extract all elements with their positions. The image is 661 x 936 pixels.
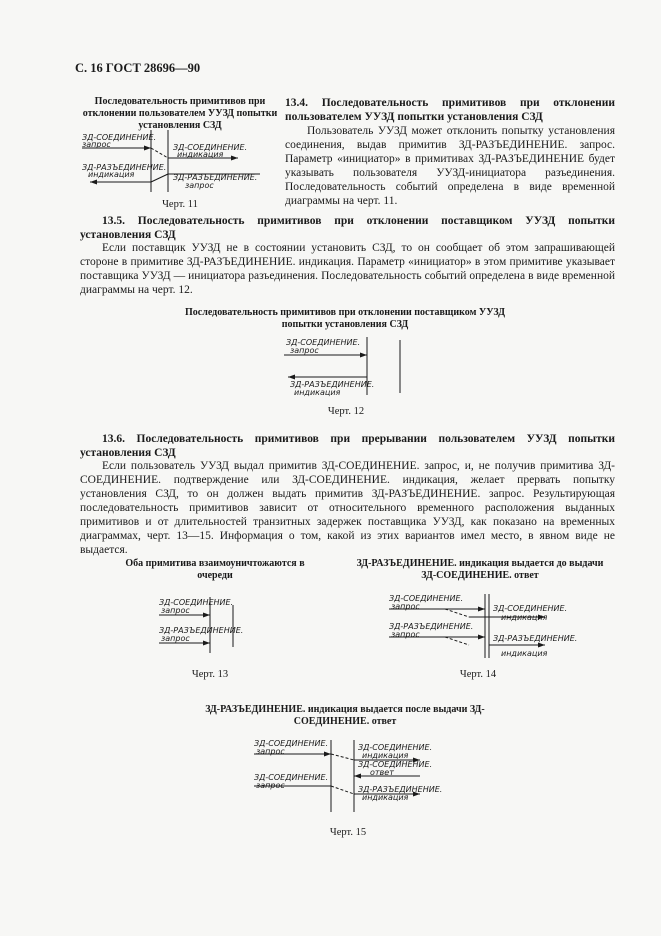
fig15-caption: ЗД-РАЗЪЕДИНЕНИЕ. индикация выдается после выдачи ЗД-СОЕДИНЕНИЕ. ответ (205, 704, 485, 727)
fig14-caption: ЗД-РАЗЪЕДИНЕНИЕ. индикация выдается до выдачи ЗД-СОЕДИНЕНИЕ. ответ (356, 558, 604, 581)
fig11-caption: Последовательность примитивов при отклонении пользователем УУЗД попытки установления СЗД (82, 96, 278, 131)
section-13-5-title: 13.5. Последовательность примитивов при отклонении поставщиком УУЗД попытки установления СЗД (80, 215, 615, 241)
fig15-l2a: ЗД-СОЕДИНЕНИЕ. (254, 773, 329, 782)
section-13-6-title: 13.6. Последовательность примитивов при прерывании пользователем УУЗД попытки установления СЗД (80, 433, 615, 459)
fig11-r2a: ЗД-РАЗЪЕДИНЕНИЕ. (173, 173, 258, 182)
fig11-r2b: запрос (185, 181, 214, 190)
fig14-l1a: ЗД-СОЕДИНЕНИЕ. (389, 594, 464, 603)
fig13-caption: Оба примитива взаимоуничтожаются в очереди (125, 558, 305, 581)
fig13-label: Черт. 13 (191, 669, 229, 680)
fig13-l2b: запрос (161, 634, 190, 643)
fig11-label: Черт. 11 (162, 199, 198, 210)
fig11-l1b: запрос (82, 140, 111, 149)
fig12-diagram (280, 335, 420, 400)
fig12-label: Черт. 12 (327, 406, 365, 417)
fig14-r2a: ЗД-РАЗЪЕДИНЕНИЕ. (493, 634, 578, 643)
fig11-l1a: ЗД-СОЕДИНЕНИЕ. (82, 133, 157, 142)
fig15-r1a: ЗД-СОЕДИНЕНИЕ. (358, 743, 433, 752)
fig15-r3b: индикация (362, 793, 409, 802)
fig14-diagram (385, 592, 578, 662)
fig13-l1a: ЗД-СОЕДИНЕНИЕ. (159, 598, 234, 607)
fig14-l2b: запрос (391, 630, 420, 639)
fig13-l2a: ЗД-РАЗЪЕДИНЕНИЕ. (159, 626, 244, 635)
fig12-l2b: индикация (294, 388, 341, 397)
section-13-4-title: 13.4. Последовательность примитивов при отклонении пользователем УУЗД попытки установления СЗД (285, 97, 615, 123)
fig11-l2b: индикация (88, 170, 135, 179)
fig15-r1b: индикация (362, 751, 409, 760)
fig14-l2a: ЗД-РАЗЪЕДИНЕНИЕ. (389, 622, 474, 631)
fig15-r2a: ЗД-СОЕДИНЕНИЕ. (358, 760, 433, 769)
fig12-caption: Последовательность примитивов при отклонении поставщиком УУЗД попытки установления СЗД (185, 307, 505, 330)
fig15-l2b: запрос (256, 781, 285, 790)
section-13-6-text: Если пользователь УУЗД выдал примитив ЗД-СОЕДИНЕНИЕ. запрос, и, не получив примитива ЗД-СОЕДИНЕНИЕ. подтверждение или ЗД-СОЕДИНЕНИЕ. индикация, желает прервать попытку установления СЗД, то он должен выдать примитив ЗД-РАЗЪЕДИНЕНИЕ. запрос. Результирующая последовательность примитивов зависит от относительного временного расположения выданных примитивов и от длительностей транзитных задержек поставщика УУЗД, как показано на временных диаграммах, черт. 13—15. Информация о том, какой из этих вариантов имел место, в явном виде не выдается. (80, 460, 615, 556)
fig11-r1a: ЗД-СОЕДИНЕНИЕ. (173, 143, 248, 152)
fig13-diagram (155, 595, 245, 660)
fig14-r2b: индикация (501, 649, 548, 658)
fig15-l1a: ЗД-СОЕДИНЕНИЕ. (254, 739, 329, 748)
fig12-l2a: ЗД-РАЗЪЕДИНЕНИЕ. (290, 380, 375, 389)
fig11-l2a: ЗД-РАЗЪЕДИНЕНИЕ. (82, 163, 167, 172)
fig15-r3a: ЗД-РАЗЪЕДИНЕНИЕ. (358, 785, 443, 794)
fig15-diagram (250, 738, 443, 818)
fig14-r1b: индикация (501, 613, 548, 622)
fig13-l1b: запрос (161, 606, 190, 615)
fig12-l1b: запрос (290, 346, 319, 355)
fig15-r2b: ответ (370, 768, 394, 777)
fig14-label: Черт. 14 (459, 669, 497, 680)
section-13-5-text: Если поставщик УУЗД не в состоянии установить СЗД, то он сообщает об этом запрашивающей стороне в примитиве ЗД-РАЗЪЕДИНЕНИЕ. индикация. Параметр «инициатор» в этом примитиве указывает поставщика УУЗД — инициатора разъединения. Последовательность событий определена в виде временной диаграммы на черт. 12. (80, 242, 615, 296)
page-header: С. 16 ГОСТ 28696—90 (75, 61, 201, 75)
fig14-l1b: запрос (391, 602, 420, 611)
fig14-r1a: ЗД-СОЕДИНЕНИЕ. (493, 604, 568, 613)
fig15-label: Черт. 15 (329, 827, 367, 838)
fig15-l1b: запрос (256, 747, 285, 756)
fig11-r1b: индикация (177, 150, 224, 159)
fig12-l1a: ЗД-СОЕДИНЕНИЕ. (286, 338, 361, 347)
fig11-diagram (80, 130, 280, 195)
section-13-4-text: Пользователь УУЗД может отклонить попытку установления соединения, выдав примитив ЗД-РАЗЪЕДИНЕНИЕ. запрос. Параметр «инициатор» в примитивах ЗД-РАЗЪЕДИНЕНИЕ будет указывать пользователя УУЗД-инициатора разъединения. Последовательность событий определена в виде временной диаграммы на черт. 11. (285, 125, 615, 207)
